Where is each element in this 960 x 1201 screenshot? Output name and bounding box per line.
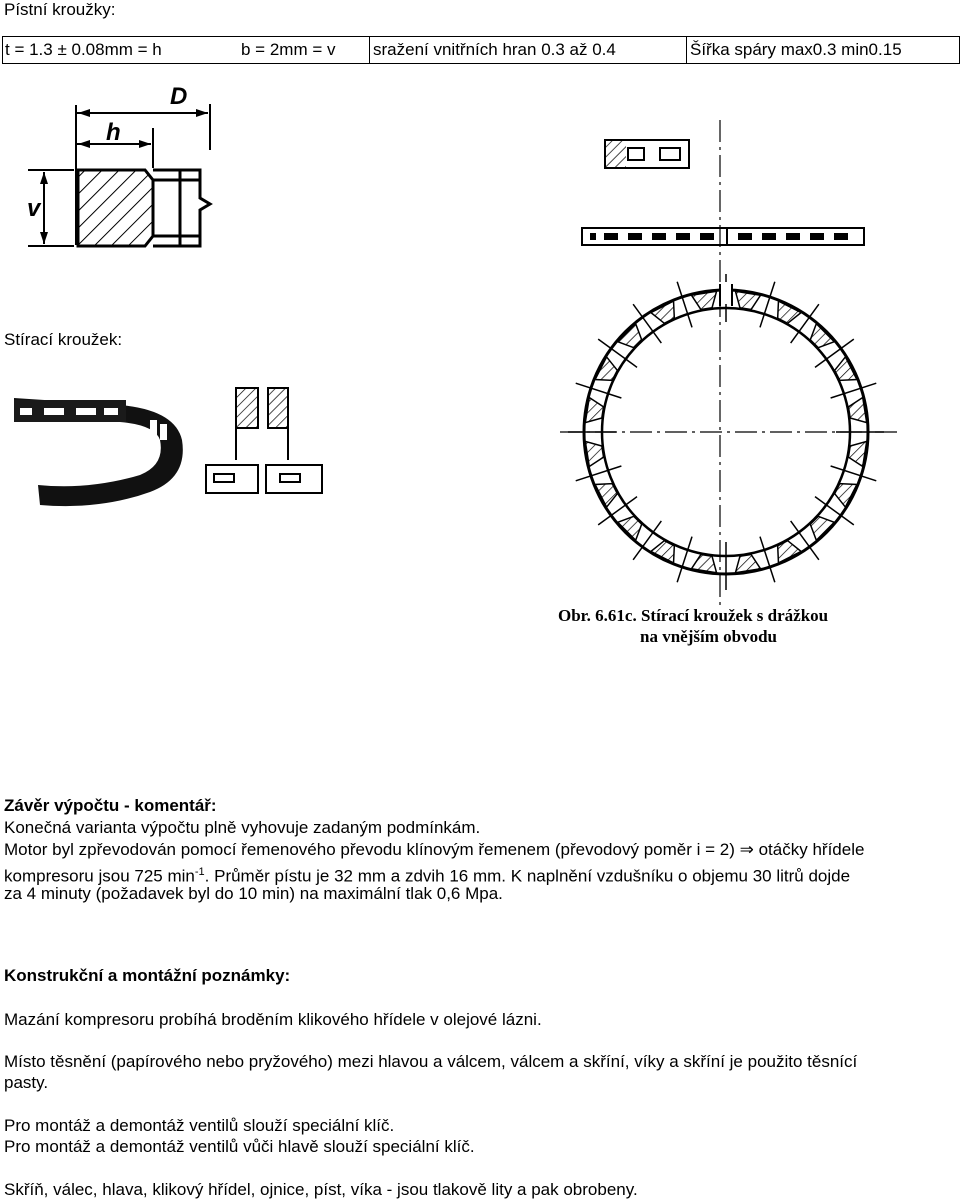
notes-paragraph-casting: Skříň, válec, hlava, klikový hřídel, ojnice, píst, víka - jsou tlakově lity a pak obrobeny.	[4, 1180, 638, 1199]
ring-slot	[848, 398, 866, 423]
ring-slot	[848, 441, 866, 466]
ring-slot	[778, 301, 801, 323]
ring-tick	[576, 383, 622, 398]
ring-slot	[585, 441, 603, 466]
label-h: h	[106, 119, 121, 146]
notes-paragraph-tool-line1: Pro montáž a demontáž ventilů slouží speciální klíč.	[4, 1116, 395, 1135]
ring-slot	[618, 516, 642, 540]
label-D: D	[170, 83, 188, 110]
spec-cell-gap: Šířka spáry max0.3 min0.15	[690, 40, 902, 59]
ring-slot	[735, 291, 760, 309]
figure-caption-line1: Obr. 6.61c. Stírací kroužek s drážkou	[558, 606, 829, 625]
implies-arrow-icon: ⇒	[739, 840, 754, 859]
notes-paragraph-sealing-line1: Místo těsnění (papírového nebo pryžového) mezi hlavou a válcem, válcem a skříní, víky a skříní je použito těsnící	[4, 1052, 858, 1071]
conclusion-line3-a: kompresoru jsou 725 min	[4, 866, 195, 886]
notes-heading: Konstrukční a montážní poznámky:	[4, 966, 291, 985]
notes-paragraph-sealing-line2: pasty.	[4, 1073, 49, 1092]
spec-cell-width: b = 2mm = v	[241, 40, 336, 59]
conclusion-line3	[4, 862, 850, 887]
ring-tick	[791, 521, 819, 560]
ring-tick	[831, 383, 877, 398]
ring-slot	[692, 554, 717, 572]
ring-slot	[735, 554, 760, 572]
notes-paragraph-lubrication: Mazání kompresoru probíhá broděním klikového hřídele v olejové lázni.	[4, 1010, 542, 1029]
conclusion-line3-b: . Průměr pístu je 32 mm a zdvih 16 mm. K naplnění vzdušníku o objemu 30 litrů dojde	[204, 866, 851, 886]
ring-slot	[835, 484, 857, 507]
ring-slot	[810, 516, 834, 540]
ring-tick	[633, 521, 661, 560]
ring-tick	[831, 466, 877, 481]
specs-table-row	[2, 36, 960, 64]
ring-slot	[651, 541, 674, 563]
conclusion-line2-text-end: otáčky hřídele	[758, 840, 865, 859]
ring-tick	[760, 282, 775, 328]
conclusion-line2-text: Motor byl zpřevodován pomocí řemenového převodu klínovým řemenem (převodový poměr i = 2)	[4, 840, 735, 859]
ring-slot	[585, 398, 603, 423]
notes-paragraph-tool-line2: Pro montáž a demontáž ventilů vůči hlavě slouží speciální klíč.	[4, 1137, 475, 1156]
figure-caption-line2: na vnějším obvodu	[640, 627, 777, 646]
label-v: v	[27, 195, 41, 222]
ring-tick	[815, 497, 854, 525]
conclusion-heading: Závěr výpočtu - komentář:	[4, 796, 217, 815]
ring-tick	[633, 304, 661, 343]
ring-slot	[810, 324, 834, 348]
ring-slot	[595, 357, 617, 380]
spec-cell-thickness: t = 1.3 ± 0.08mm = h	[5, 40, 162, 59]
ring-slot	[595, 484, 617, 507]
ring-slot	[692, 291, 717, 309]
ring-tick	[815, 339, 854, 367]
ring-tick	[791, 304, 819, 343]
ring-slot	[778, 541, 801, 563]
table-divider	[686, 37, 687, 63]
ring-slot	[618, 324, 642, 348]
ring-tick	[598, 497, 637, 525]
table-divider	[369, 37, 370, 63]
ring-tick	[576, 466, 622, 481]
unit-exponent: -1	[194, 866, 205, 878]
conclusion-line1: Konečná varianta výpočtu plně vyhovuje zadaným podmínkám.	[4, 818, 481, 837]
spec-cell-chamfer: sražení vnitřních hran 0.3 až 0.4	[373, 40, 616, 59]
conclusion-line4: za 4 minuty (požadavek byl do 10 min) na maximální tlak 0,6 Mpa.	[4, 884, 503, 903]
ring-tick	[598, 339, 637, 367]
ring-slot	[651, 301, 674, 323]
ring-slot	[835, 357, 857, 380]
ring-tick	[760, 537, 775, 583]
section-title-oil-ring: Stírací kroužek:	[4, 330, 123, 349]
ring-tick	[677, 282, 692, 328]
conclusion-line2	[4, 840, 864, 860]
ring-tick	[677, 537, 692, 583]
section-title-piston-rings: Pístní kroužky:	[4, 0, 116, 19]
